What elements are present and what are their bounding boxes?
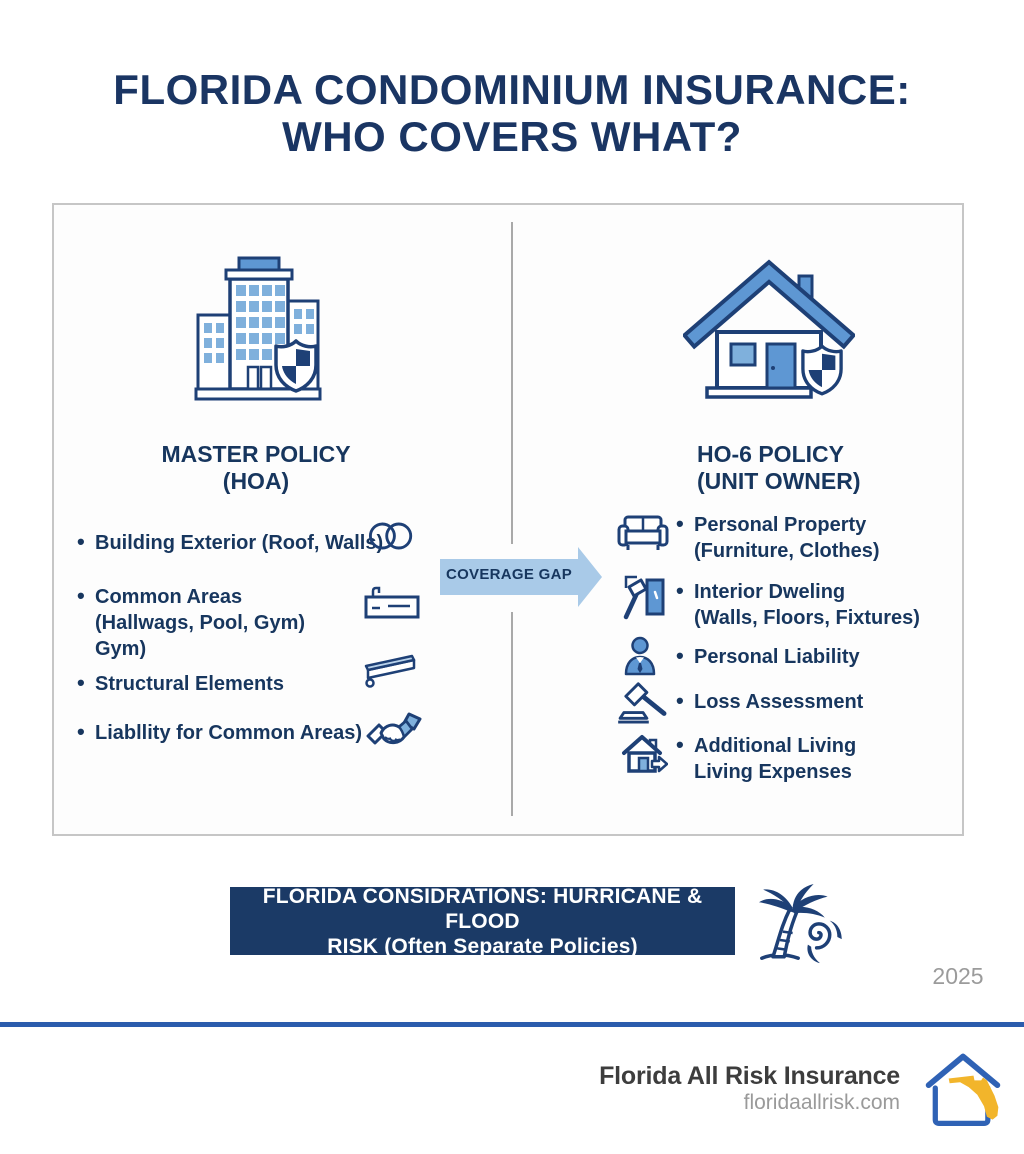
list-item-structural-elements: • Structural Elements — [95, 671, 395, 697]
footer-website: floridaallrisk.com — [743, 1091, 900, 1114]
beam-icon — [362, 652, 420, 694]
house-arrow-icon — [620, 731, 668, 777]
card-icon — [364, 585, 420, 621]
sofa-icon — [616, 514, 670, 552]
page-title — [0, 66, 1024, 160]
page-title-line2: WHO COVERS WHAT? — [282, 113, 742, 160]
list-item-liability-common-areas: • Liabllity for Common Areas) — [95, 720, 395, 746]
florida-considerations-banner: FLORIDA CONSIDRATIONS: HURRICANE & FLOOD RISK (Often Separate Policies) — [230, 887, 735, 955]
list-item-common-areas: • Common Areas (Hallwags, Pool, Gym) Gym) — [95, 584, 395, 662]
page-title-line1: FLORIDA CONDOMINIUM INSURANCE: — [113, 66, 911, 113]
coverage-gap-label: COVERAGE GAP — [445, 566, 573, 583]
footer-divider — [0, 1022, 1024, 1027]
rings-icon — [368, 519, 416, 553]
house-shield-icon — [683, 256, 855, 400]
panel-divider-bottom — [511, 612, 513, 816]
master-policy-heading: MASTER POLICY (HOA) — [161, 441, 351, 494]
list-item-interior-dwelling: • Interior Dweling (Walls, Floors, Fixtures) — [694, 579, 954, 631]
list-item-additional-living-expenses: • Additional Living Living Expenses — [694, 733, 954, 785]
building-shield-icon — [192, 253, 324, 403]
footer-company-name: Florida All Risk Insurance — [599, 1062, 900, 1090]
list-item-building-exterior: • Building Exterior (Roof, Walls) — [95, 530, 395, 556]
list-item-personal-property: • Personal Property (Furniture, Clothes) — [694, 512, 954, 564]
ho6-policy-heading: HO-6 POLICY (UNIT OWNER) — [697, 441, 861, 494]
person-icon — [622, 636, 658, 676]
repair-icon — [620, 572, 668, 624]
year-label: 2025 — [932, 963, 984, 989]
palm-hurricane-icon — [756, 884, 846, 968]
gavel-icon — [618, 680, 670, 724]
list-item-loss-assessment: • Loss Assessment — [694, 689, 954, 715]
handshake-icon — [366, 710, 422, 754]
florida-house-logo — [920, 1046, 1006, 1132]
panel-divider-top — [511, 222, 513, 544]
list-item-personal-liability: • Personal Liability — [694, 644, 954, 670]
